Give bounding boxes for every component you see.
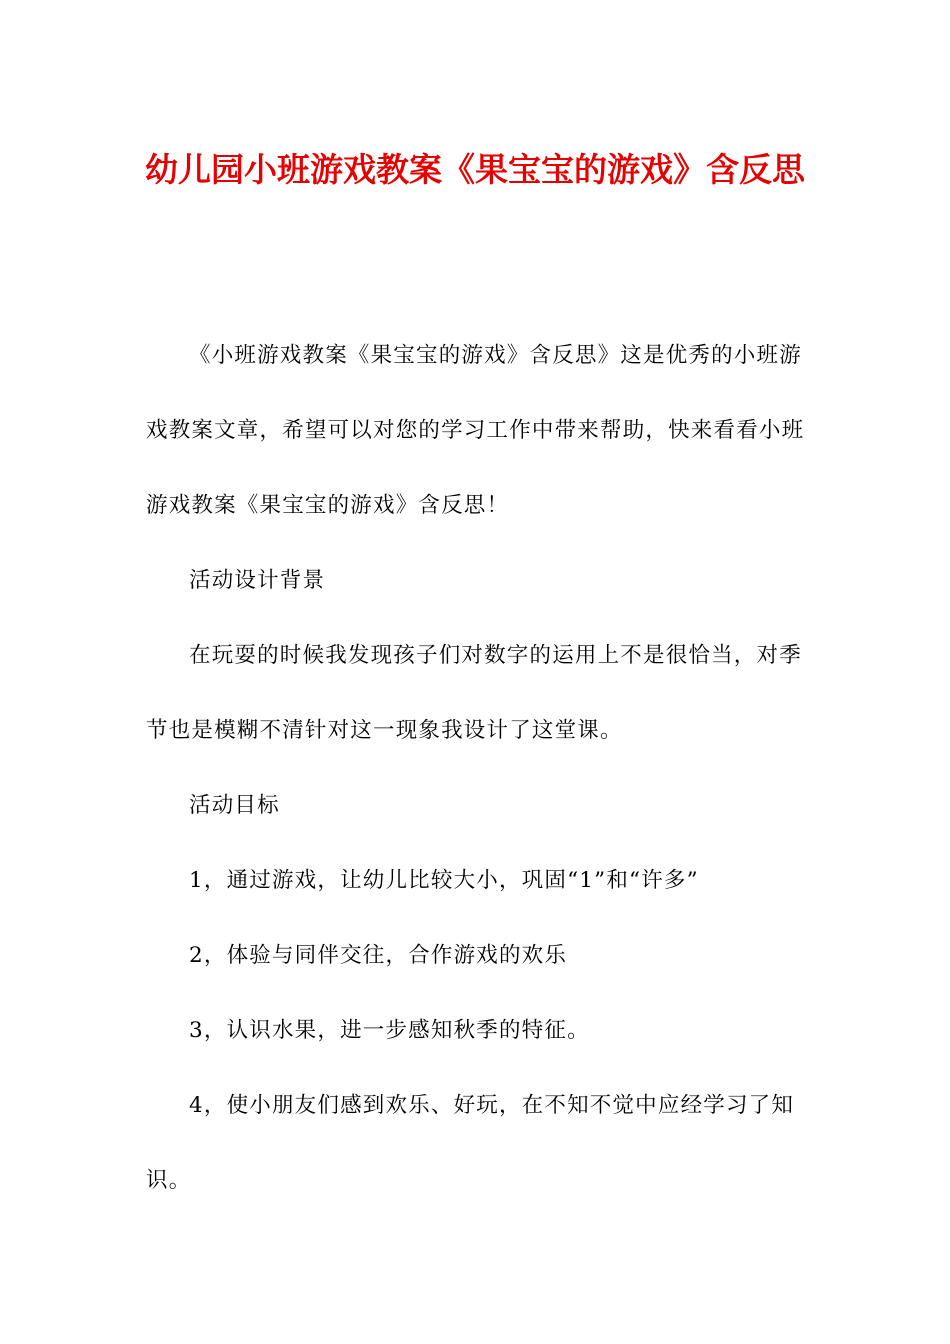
goal-item-4: 4，使小朋友们感到欢乐、好玩，在不知不觉中应经学习了知识。 (146, 1093, 795, 1193)
goal-item-1: 1，通过游戏，让幼儿比较大小，巩固“1”和“许多” (189, 868, 699, 893)
background-paragraph: 在玩耍的时候我发现孩子们对数字的运用上不是很恰当，对季节也是模糊不清针对这一现象我设计了这堂课。 (146, 643, 802, 743)
section-heading-goals: 活动目标 (189, 793, 280, 818)
document-title: 幼儿园小班游戏教案《果宝宝的游戏》含反思 (145, 150, 805, 189)
goal-item-2: 2，体验与同伴交往，合作游戏的欢乐 (189, 943, 568, 968)
intro-paragraph: 《小班游戏教案《果宝宝的游戏》含反思》这是优秀的小班游戏教案文章，希望可以对您的学习工作中带来帮助，快来看看小班游戏教案《果宝宝的游戏》含反思！ (146, 343, 805, 518)
document-body (146, 318, 806, 1218)
section-heading-background: 活动设计背景 (189, 568, 326, 593)
goal-item-3: 3，认识水果，进一步感知秋季的特征。 (189, 1018, 590, 1043)
